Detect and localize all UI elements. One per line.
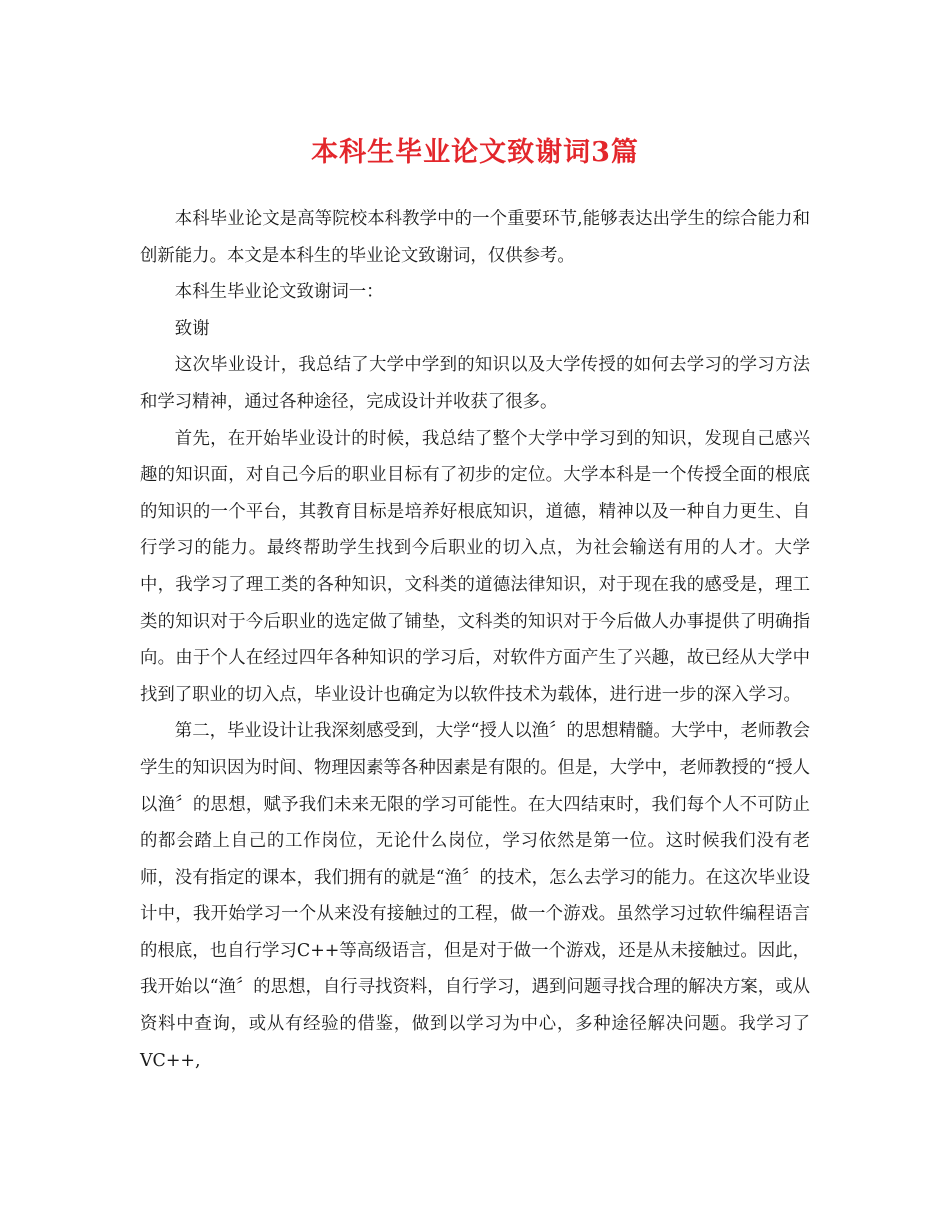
body-paragraph: 第二，毕业设计让我深刻感受到，大学“授人以渔〞的思想精髓。大学中，老师教会学生的知识因为时间、物理因素等各种因素是有限的。但是，大学中，老师教授的“授人以渔〞的思想，赋予我们未来无限的学习可能性。在大四结束时，我们每个人不可防止的都会踏上自己的工作岗位，无论什么岗位，学习依然是第一位。这时候我们没有老师，没有指定的课本，我们拥有的就是“渔〞的技术，怎么去学习的能力。在这次毕业设计中，我开始学习一个从来没有接触过的工程，做一个游戏。虽然学习过软件编程语言的根底，也自行学习C++等高级语言，但是对于做一个游戏，还是从未接触过。因此，我开始以“渔〞的思想，自行寻找资料，自行学习，遇到问题寻找合理的解决方案，或从资料中查询，或从有经验的借鉴，做到以学习为中心，多种途径解决问题。我学习了VC++, [140, 721, 810, 1071]
thanks-heading: 致谢 [174, 318, 210, 339]
body-paragraph: 首先，在开始毕业设计的时候，我总结了整个大学中学习到的知识，发现自己感兴趣的知识面，对自己今后的职业目标有了初步的定位。大学本科是一个传授全面的根底的知识的一个平台，其教育目标是培养好根底知识，道德，精神以及一种自力更生、自行学习的能力。最终帮助学生找到今后职业的切入点，为社会输送有用的人才。大学中，我学习了理工类的各种知识，文科类的道德法律知识，对于现在我的感受是，理工类的知识对于今后职业的选定做了铺垫，文科类的知识对于今后做人办事提供了明确指向。由于个人在经过四年各种知识的学习后，对软件方面产生了兴趣，故已经从大学中找到了职业的切入点，毕业设计也确定为以软件技术为载体，进行进一步的深入学习。 [140, 428, 810, 705]
body-paragraph: 这次毕业设计，我总结了大学中学到的知识以及大学传授的如何去学习的学习方法和学习精神，通过各种途径，完成设计并收获了很多。 [140, 355, 810, 412]
document-body [140, 201, 810, 1079]
document-title: 本科生毕业论文致谢词3篇 [311, 137, 639, 168]
intro-paragraph: 本科毕业论文是高等院校本科教学中的一个重要环节,能够表达出学生的综合能力和创新能力。本文是本科生的毕业论文致谢词，仅供参考。 [140, 209, 810, 266]
section-heading: 本科生毕业论文致谢词一： [174, 282, 384, 303]
